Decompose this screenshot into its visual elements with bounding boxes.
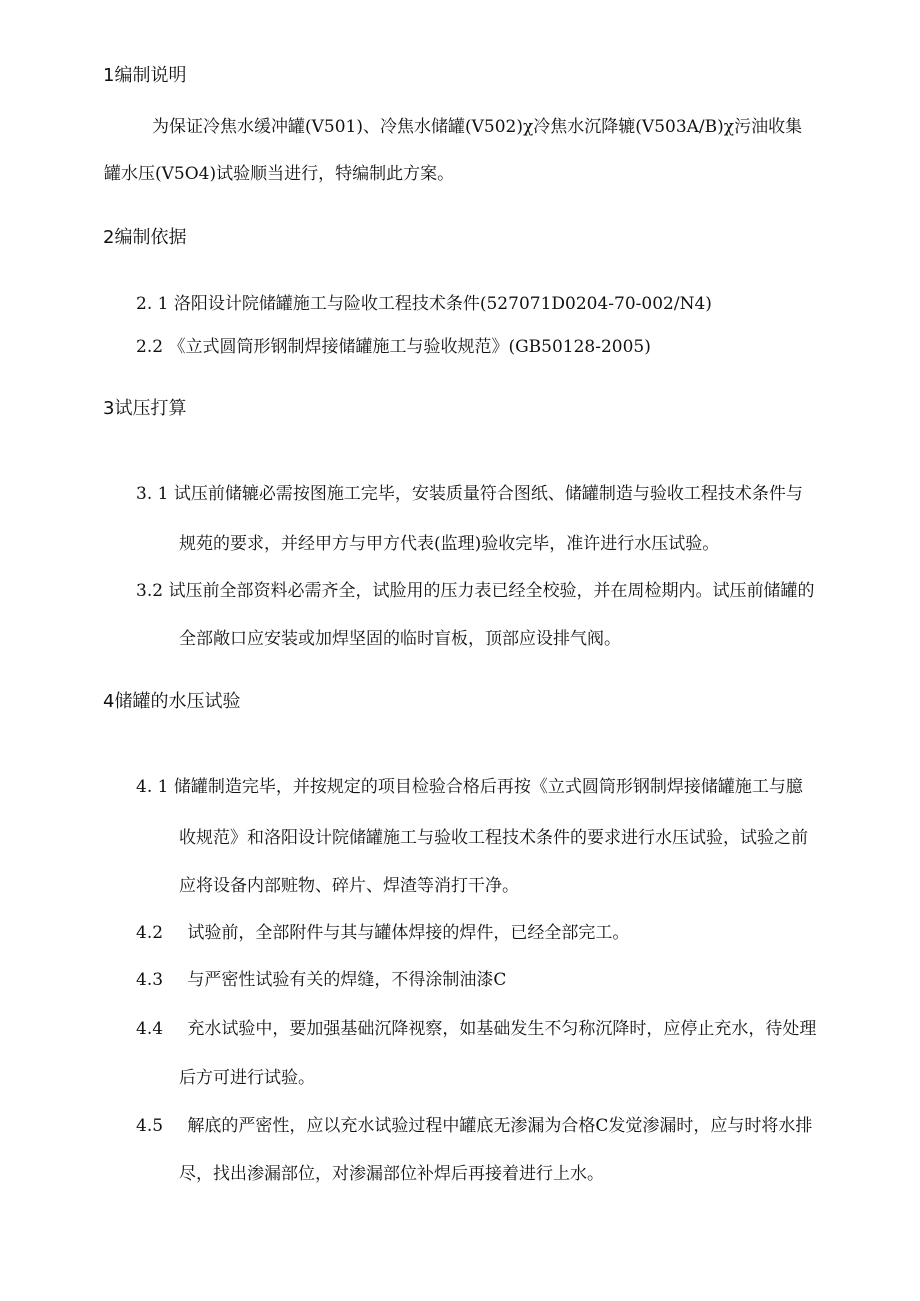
clause-text: 充水试验中，要加强基础沉降视察，如基础发生不匀称沉降时，应停止充水，待处理 [187, 1019, 817, 1039]
section-4-heading: 4储罐的水压试验 [103, 691, 241, 712]
section-1-heading: 1编制说明 [103, 65, 187, 86]
clause-4-1-continuation: 应将设备内部赃物、碎片、焊渣等消打干净。 [179, 876, 519, 896]
clause-4-4 [136, 1017, 816, 1041]
clause-number: 4. 1 [136, 777, 169, 797]
clause-text: 试验前，全部附件与其与罐体焊接的焊件，已经全部完工。 [187, 923, 630, 943]
clause-4-1 [136, 775, 803, 799]
clause-number: 2.2 [136, 337, 164, 357]
clause-4-4-continuation: 后方可进行试验。 [179, 1068, 315, 1088]
clause-4-1-continuation: 收规范》和洛阳设计院储罐施工与验收工程技术条件的要求进行水压试验，试验之前 [179, 828, 808, 848]
clause-text: 与严密性试验有关的焊缝，不得涂制油漆C [187, 970, 507, 990]
clause-number: 3.2 [136, 581, 164, 601]
clause-text: 解底的严密性，应以充水试验过程中罐底无渗漏为合格C发觉渗漏时，应与时将水排 [187, 1116, 813, 1136]
clause-text: 试压前全部资料必需齐全，试脸用的压力表已经全校验，并在周检期内。试压前储罐的 [168, 581, 815, 601]
section-2-heading: 2编制依据 [103, 227, 187, 248]
clause-3-2-continuation: 全部敞口应安装或加焊坚固的临时盲板，顶部应设排气阀。 [179, 629, 621, 649]
clause-3-1 [136, 482, 803, 506]
clause-text: 试压前储辘必需按图施工完毕，安装质量符合图纸、储罐制造与验收工程技术条件与 [173, 484, 803, 504]
section-1-paragraph-line-2: 罐水压(V5O4)试验顺当进行，特编制此方案。 [104, 164, 455, 184]
section-1-paragraph-line-1: 为保证冷焦水缓冲罐(V501)、冷焦水储罐(V502)χ冷焦水沉降辘(V503A/B)χ污油收集 [152, 117, 803, 137]
clause-number: 4.2 [136, 923, 164, 943]
clause-4-3 [136, 968, 506, 992]
clause-text: 储罐制造完毕，并按规定的项目检验合格后再按《立式圆筒形钢制焊接储罐施工与臆 [173, 777, 803, 797]
clause-number: 2. 1 [136, 294, 169, 314]
section-3-heading: 3试压打算 [103, 398, 187, 419]
clause-number: 3. 1 [136, 484, 169, 504]
clause-4-2 [136, 921, 629, 945]
clause-number: 4.3 [136, 970, 164, 990]
clause-3-2 [136, 579, 814, 603]
clause-text: 洛阳设计院储罐施工与险收工程技术条件(527071D0204-70-002/N4) [173, 294, 712, 314]
clause-number: 4.4 [136, 1019, 164, 1039]
clause-2-2 [136, 335, 651, 359]
clause-4-5-continuation: 尽，找出渗漏部位，对渗漏部位补焊后再接着进行上水。 [179, 1164, 604, 1184]
clause-2-1 [136, 292, 712, 316]
clause-number: 4.5 [136, 1116, 164, 1136]
clause-4-5 [136, 1114, 812, 1138]
clause-3-1-continuation: 规苑的要求，并经甲方与甲方代表(监理)验收完毕，准许进行水压试验。 [179, 534, 720, 554]
clause-text: 《立式圆筒形钢制焊接储罐施工与验收规范》(GB50128-2005) [168, 337, 651, 357]
